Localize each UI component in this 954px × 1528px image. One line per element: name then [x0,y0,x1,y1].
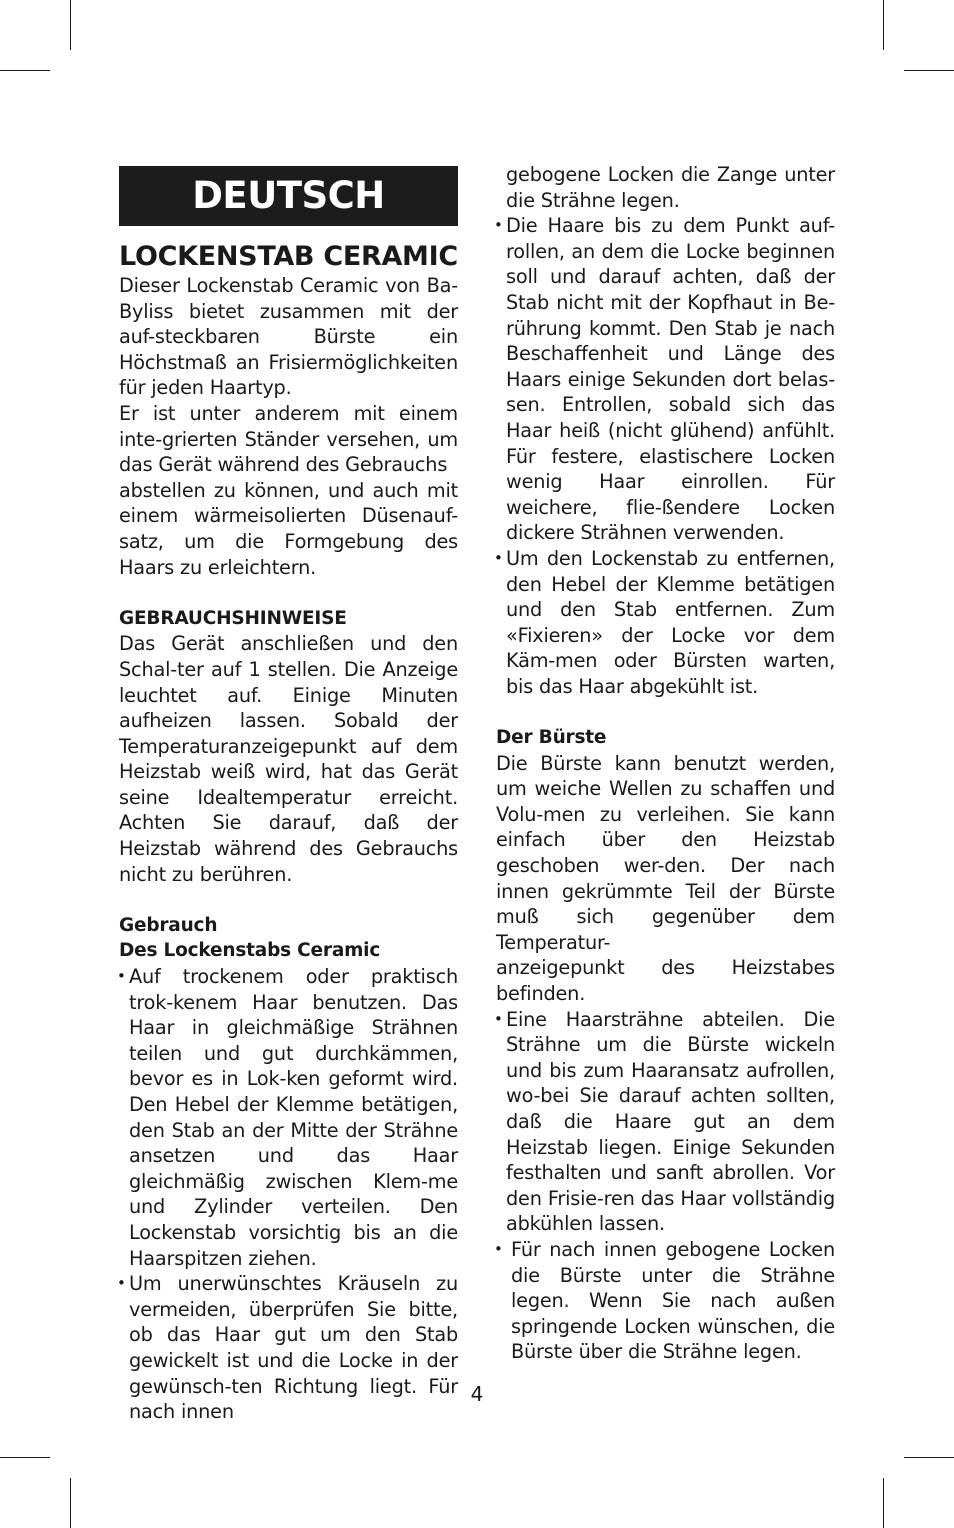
list-item: • Um unerwünschtes Kräuseln zu vermeiden, überprüfen Sie bitte, ob das Haar gut um den Stab gewickelt ist und die Locke in der gewünsch-ten Richtung liegt. Für nach innen [119,1271,458,1425]
brush-list [496,1007,835,1237]
usage-paragraph: Das Gerät anschließen und den Schal-ter auf 1 stellen. Die Anzeige leuchtet auf. Einige Minuten aufheizen lassen. Sobald der Temperaturanzeigepunkt auf dem Heizstab weiß wird, hat das Gerät seine Idealtemperatur erreicht. Achten Sie darauf, daß der Heizstab während des Gebrauchs nicht zu berühren. [119,632,458,886]
language-banner: DEUTSCH [119,166,458,226]
intro-paragraph-2a: Er ist unter anderem mit einem inte-grierten Ständer versehen, um das Gerät während des Gebrauchs [119,401,458,477]
left-column [119,162,458,1425]
list-item: • Auf trockenem oder praktisch trok-kenem Haar benutzen. Das Haar in gleichmäßige Strähnen teilen und gut durchkämmen, bevor es in Lok-ken geformt wird. Den Hebel der Klemme betätigen, den Stab an der Mitte der Strähne ansetzen und das Haar gleichmäßig zwischen Klem-me und Zylinder verteilen. Den Lockenstab vorsichtig bis an die Haarspitzen ziehen. [119,964,458,1271]
intro-paragraph-2b: abstellen zu können, und auch mit einem wärmeisolierten Düsenauf-satz, um die Formgebung des Haars zu erleichtern. [119,478,458,579]
product-title: LOCKENSTAB CERAMIC [119,241,458,272]
crop-mark [70,0,71,50]
crop-mark [70,1478,71,1528]
right-column [496,162,835,1365]
crop-mark [0,1457,50,1458]
intro-paragraph: Dieser Lockenstab Ceramic von Ba-Byliss bietet zusammen mit der auf-steckbaren Bürste ein Höchstmaß an Frisiermöglichkeiten für jeden Haartyp. [119,274,458,400]
gebrauch-subheading: Des Lockenstabs Ceramic [119,940,381,962]
list-item: • Die Haare bis zu dem Punkt auf-rollen, an dem die Locke beginnen soll und darauf achten, daß der Stab nicht mit der Kopfhaut in Be-rührung kommt. Den Stab je nach Beschaffenheit und Länge des Haars einige Sekunden dort belas-sen. Entrollen, sobald sich das Haar heiß (nicht glühend) anfühlt. Für festere, elastischere Locken wenig Haar einrollen. Für weichere, flie-ßendere Locken dickere Strähnen verwenden. [496,213,835,546]
crop-mark [904,1457,954,1458]
brush-heading: Der Bürste [496,727,607,749]
page-number: 4 [470,1382,484,1406]
gebrauch-heading: Gebrauch [119,914,218,936]
list-item: • Für nach innen gebogene Locken die Bürste unter die Strähne legen. Wenn Sie nach außen springende Locken wünschen, die Bürste über die Strähne legen. [496,1237,835,1365]
usage-heading: GEBRAUCHSHINWEISE [119,607,347,629]
gebrauch-list [119,964,458,1425]
brush-list-2 [496,1237,835,1365]
continuation-text: gebogene Locken die Zange unter die Strähne legen. [506,163,835,212]
list-item: • Um den Lockenstab zu entfernen, den Hebel der Klemme betätigen und den Stab entfernen. Zum «Fixieren» der Locke vor dem Käm-men oder Bürsten warten, bis das Haar abgekühlt ist. [496,546,835,700]
crop-mark [883,0,884,50]
curl-list [496,213,835,699]
crop-mark [0,70,50,71]
crop-mark [904,70,954,71]
list-item: • Eine Haarsträhne abteilen. Die Strähne um die Bürste wickeln und bis zum Haaransatz aufrollen, wo-bei Sie darauf achten sollten, daß die Haare gut an dem Heizstab liegen. Einige Sekunden festhalten und sanft abrollen. Vor den Frisie-ren das Haar vollständig abkühlen lassen. [496,1007,835,1237]
crop-mark [883,1478,884,1528]
brush-paragraph-b: anzeigepunkt des Heizstabes befinden. [496,956,835,1005]
brush-paragraph-a: Die Bürste kann benutzt werden, um weiche Wellen zu schaffen und Volu-men zu verleihen. Sie kann einfach über den Heizstab geschoben wer-den. Der nach innen gekrümmte Teil der Bürste muß sich gegenüber dem Temperatur- [496,751,835,954]
